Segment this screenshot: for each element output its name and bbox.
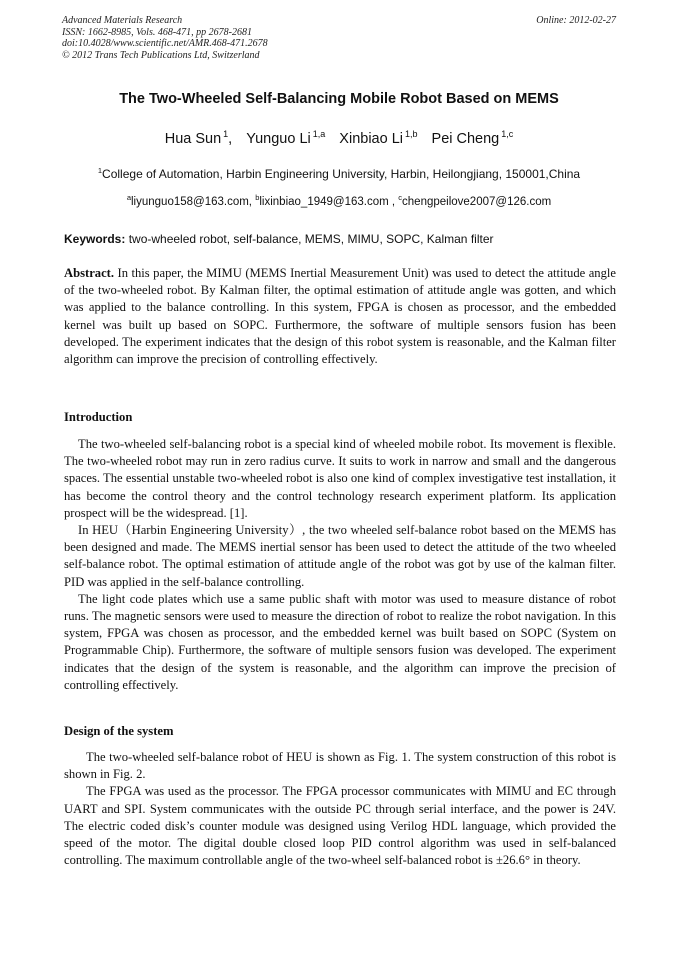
email-b: $^b$lixinbiao_1949@163.com , (255, 193, 399, 208)
abstract (64, 265, 616, 368)
issn-line: ISSN: 1662-8985, Vols. 468-471, pp 2678-2681 (62, 26, 252, 38)
author: Hua Sun $^1$, (164, 129, 233, 147)
abstract-label: Abstract. (64, 266, 115, 280)
abstract-text: In this paper, the MIMU (MEMS Inertial Measurement Unit) was used to detect the attitude angle of the two-wheeled robot. By Kalman filter, the optimal estimation of attitude angle was gotten, and which was applied to the balance controlling. In this system, FPGA is chosen as processor, and the embedded kernel was built up based on SOPC. Furthermore, the software of multiple sensors fusion has been developed. The experiment indicates that the design of this robot system is reasonable, and the Kalman filter algorithm can improve the precision of controlling effectively. (64, 266, 616, 367)
author: Xinbiao Li $^{1,b}$ (339, 129, 418, 147)
author-emails (0, 193, 678, 208)
email-a: $^a$liyunguo158@163.com, (126, 193, 256, 208)
keywords-text: two-wheeled robot, self-balance, MEMS, MIMU, SOPC, Kalman filter (125, 232, 494, 246)
author: Yunguo Li $^{1,a}$ (246, 129, 326, 147)
journal-header (62, 15, 616, 61)
copyright-line: © 2012 Trans Tech Publications Ltd, Switzerland (62, 49, 260, 61)
email-c: $^c$chengpeilove2007@126.com (398, 193, 552, 208)
paper-title: The Two-Wheeled Self-Balancing Mobile Robot Based on MEMS (119, 91, 559, 107)
author-list (0, 129, 678, 147)
paragraph: The FPGA was used as the processor. The FPGA processor communicates with MIMU and EC through UART and SPI. System communicates with the outside PC through serial interface, and the power is 24V. The electric coded disk’s counter module was designed using Verilog HDL language, which provided the speed of the motor. The digital double closed loop PID control algorithm was used in self-balanced controlling. The maximum controllable angle of the two-wheel self-balanced robot is ±26.6° in theory. (64, 784, 616, 868)
introduction-body (64, 436, 616, 694)
journal-name: Advanced Materials Research (62, 15, 183, 26)
section-heading-design: Design of the system (64, 724, 174, 738)
affiliation: $^1$College of Automation, Harbin Engineering University, Harbin, Heilongjiang, 150001,China (97, 166, 581, 181)
keywords-label: Keywords: (64, 232, 126, 246)
paragraph: In HEU（Harbin Engineering University）, the two wheeled self-balance robot based on the MEMS has been designed and made. The MEMS inertial sensor has been used to detect the attitude of the two wheeled self-balance robot. The optimal estimation of attitude angle of the robot was got by use of the kalman filter. PID was applied in the self-balance controlling. (64, 523, 616, 589)
section-heading-introduction: Introduction (64, 410, 133, 424)
paragraph: The light code plates which use a same public shaft with motor was used to measure distance of robot runs. The magnetic sensors were used to measure the direction of robot to realize the robot navigation. In this system, FPGA was chosen as processor, and the embedded kernel was built based on SOPC (System on Programmable Chip). Furthermore, the software of multiple sensors fusion was developed. The experiment indicates that the design of the system is reasonable, and the algorithm can improve the precision of controlling effectively. (64, 591, 616, 692)
design-body (64, 749, 616, 869)
keywords (64, 232, 616, 246)
paragraph: The two-wheeled self-balance robot of HEU is shown as Fig. 1. The system construction of this robot is shown in Fig. 2. (64, 750, 616, 782)
online-date: Online: 2012-02-27 (536, 15, 616, 26)
author: Pei Cheng $^{1,c}$ (431, 129, 514, 147)
doi-line: doi:10.4028/www.scientific.net/AMR.468-471.2678 (62, 38, 268, 49)
paragraph: The two-wheeled self-balancing robot is a special kind of wheeled mobile robot. Its movement is flexible. The two-wheeled robot may run in zero radius curve. It suits to work in narrow and small and the dangerous spaces. The essential unstable two-wheeled robot is also one kind of complex investigative test installation, it has become the control theory and the control technology research experiment platform. Its application prospect will be the widespread. [1]. (64, 437, 616, 520)
